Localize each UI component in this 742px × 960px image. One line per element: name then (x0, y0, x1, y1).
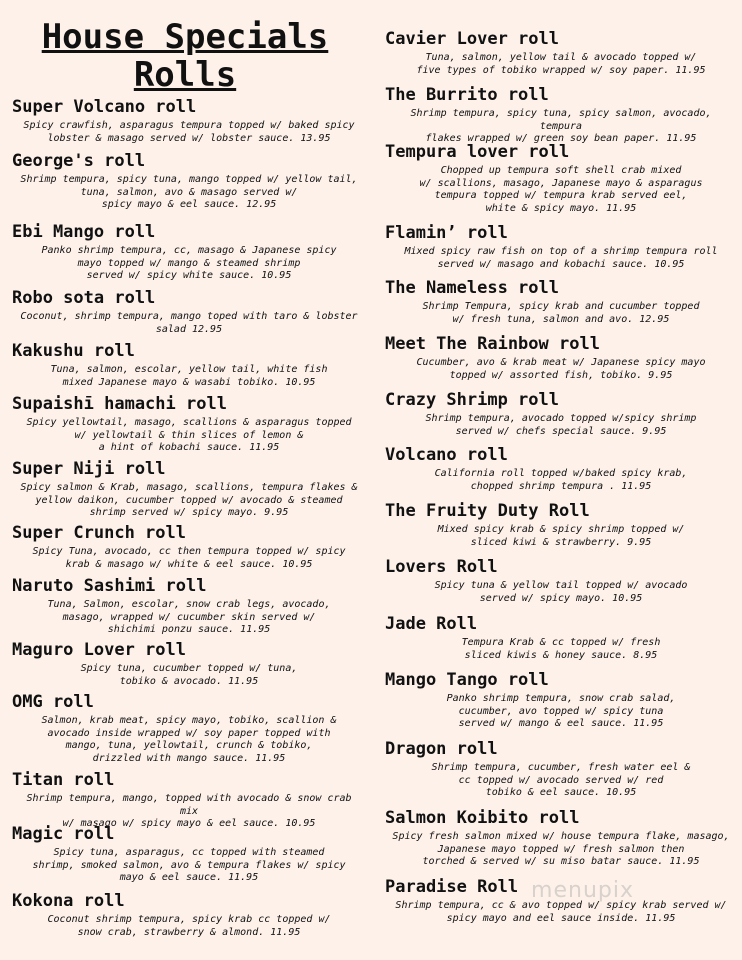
item-name: Mango Tango roll (385, 670, 549, 690)
item-description: Shrimp Tempura, spicy krab and cucumber topped w/ fresh tuna, salmon and avo. 12.95 (422, 301, 700, 325)
item-description: Spicy tuna, asparagus, cc topped with steamed shrimp, smoked salmon, avo & tempura flakes w/ spicy mayo & eel sauce. 11.95 (32, 847, 346, 883)
menu-item (372, 85, 742, 146)
menu-item (0, 824, 370, 885)
menu-item (0, 151, 370, 212)
item-description: Shrimp tempura, avocado topped w/spicy shrimp served w/ chefs special sauce. 9.95 (425, 413, 697, 437)
item-description: Spicy yellowtail, masago, scallions & asparagus topped w/ yellowtail & thin slices of lemon & a hint of kobachi sauce. 11.95 (26, 417, 352, 453)
item-description: Spicy salmon & Krab, masago, scallions, tempura flakes & yellow daikon, cucumber topped w/ avocado & steamed shrimp served w/ spicy mayo. 9.95 (20, 482, 358, 518)
menu-item (0, 97, 370, 145)
item-description: Panko shrimp tempura, cc, masago & Japanese spicy mayo topped w/ mango & steamed shrimp served w/ spicy white sauce. 10.95 (41, 245, 337, 281)
item-description: Mixed spicy raw fish on top of a shrimp tempura roll served w/ masago and kobachi sauce. 10.95 (404, 246, 718, 270)
menu-item (0, 341, 370, 389)
menu-item (0, 523, 370, 571)
item-name: OMG roll (12, 692, 94, 712)
item-description: Coconut, shrimp tempura, mango toped with taro & lobster salad 12.95 (20, 311, 358, 335)
menu-item (0, 576, 370, 637)
menu-item (372, 808, 742, 869)
menu-item (372, 223, 742, 271)
menu-item (372, 278, 742, 326)
item-name: Salmon Koibito roll (385, 808, 580, 828)
menu-item (372, 390, 742, 438)
menu-item (0, 770, 370, 831)
menu-item (372, 142, 742, 215)
item-description: Spicy Tuna, avocado, cc then tempura topped w/ spicy krab & masago w/ white & eel sauce. 10.95 (32, 546, 346, 570)
item-description: Coconut shrimp tempura, spicy krab cc topped w/ snow crab, strawberry & almond. 11.95 (47, 914, 331, 938)
menu-item (0, 394, 370, 455)
item-name: Super Volcano roll (12, 97, 197, 117)
menu-item (372, 445, 742, 493)
menu-item (372, 29, 742, 77)
item-name: Kakushu roll (12, 341, 135, 361)
item-name: The Fruity Duty Roll (385, 501, 590, 521)
item-name: Magic roll (12, 824, 115, 844)
item-name: Jade Roll (385, 614, 478, 634)
item-description: Salmon, krab meat, spicy mayo, tobiko, scallion & avocado inside wrapped w/ soy paper topped with mango, tuna, yellowtail, crunch & tobiko, drizzled with mango sauce. 11.95 (41, 715, 337, 764)
item-name: Supaishī hamachi roll (12, 394, 227, 414)
menu-item (372, 334, 742, 382)
item-name: Super Crunch roll (12, 523, 186, 543)
item-description: Spicy tuna & yellow tail topped w/ avocado served w/ spicy mayo. 10.95 (434, 580, 688, 604)
item-description: Spicy crawfish, asparagus tempura topped w/ baked spicy lobster & masago served w/ lobster sauce. 13.95 (23, 120, 355, 144)
menu-title (0, 18, 370, 94)
item-description: Panko shrimp tempura, snow crab salad, cucumber, avo topped w/ spicy tuna served w/ mango & eel sauce. 11.95 (446, 693, 676, 729)
item-description: Spicy tuna, cucumber topped w/ tuna, tobiko & avocado. 11.95 (80, 663, 298, 687)
item-name: Robo sota roll (12, 288, 156, 308)
item-name: Dragon roll (385, 739, 498, 759)
item-description: Shrimp tempura, mango, topped with avocado & snow crab mix w/ masago w/ spicy mayo & eel sauce. 10.95 (26, 793, 352, 829)
menu-item (0, 459, 370, 520)
item-description: California roll topped w/baked spicy krab, chopped shrimp tempura . 11.95 (434, 468, 688, 492)
menu-item (0, 692, 370, 765)
item-name: Super Niji roll (12, 459, 166, 479)
item-description: Shrimp tempura, spicy tuna, spicy salmon, avocado, tempura flakes wrapped w/ green soy bean paper. 11.95 (410, 108, 712, 144)
item-description: Shrimp tempura, cc & avo topped w/ spicy krab served w/ spicy mayo and eel sauce inside. 11.95 (395, 900, 727, 924)
item-description: Spicy fresh salmon mixed w/ house tempura flake, masago, Japanese mayo topped w/ fresh salmon then torched & served w/ su miso batar sauce. 11.95 (392, 831, 730, 867)
item-name: Paradise Roll (385, 877, 519, 897)
item-description: Chopped up tempura soft shell crab mixed w/ scallions, masago, Japanese mayo & asparagus tempura topped w/ tempura krab served eel, white & spicy mayo. 11.95 (419, 165, 703, 214)
left-column (0, 0, 370, 938)
title-line-1: House Specials (41, 17, 329, 57)
item-name: Meet The Rainbow roll (385, 334, 600, 354)
item-name: Volcano roll (385, 445, 508, 465)
item-name: Naruto Sashimi roll (12, 576, 207, 596)
menu-item (0, 222, 370, 283)
item-name: The Burrito roll (385, 85, 549, 105)
title-line-2: Rolls (133, 55, 237, 95)
item-description: Cucumber, avo & krab meat w/ Japanese spicy mayo topped w/ assorted fish, tobiko. 9.95 (416, 357, 706, 381)
menu-item (372, 614, 742, 662)
item-name: The Nameless roll (385, 278, 559, 298)
item-name: Cavier Lover roll (385, 29, 559, 49)
menu-item (372, 670, 742, 731)
menu-item (0, 891, 370, 939)
watermark: menupix (531, 878, 634, 903)
item-name: Maguro Lover roll (12, 640, 186, 660)
item-name: Kokona roll (12, 891, 125, 911)
item-description: Shrimp tempura, cucumber, fresh water eel & cc topped w/ avocado served w/ red tobiko & eel sauce. 10.95 (431, 762, 691, 798)
item-description: Tuna, salmon, yellow tail & avocado topped w/ five types of tobiko wrapped w/ soy paper. 11.95 (416, 52, 706, 76)
item-name: Flamin’ roll (385, 223, 508, 243)
item-name: Titan roll (12, 770, 115, 790)
menu-item (372, 501, 742, 549)
item-name: Ebi Mango roll (12, 222, 156, 242)
menu-item (372, 739, 742, 800)
menu-item (0, 288, 370, 336)
item-description: Shrimp tempura, spicy tuna, mango topped w/ yellow tail, tuna, salmon, avo & masago served w/ spicy mayo & eel sauce. 12.95 (20, 174, 358, 210)
item-name: Tempura lover roll (385, 142, 570, 162)
item-description: Tuna, salmon, escolar, yellow tail, white fish mixed Japanese mayo & wasabi tobiko. 10.95 (50, 364, 328, 388)
item-name: Crazy Shrimp roll (385, 390, 559, 410)
menu-item (372, 557, 742, 605)
item-description: Tempura Krab & cc topped w/ fresh sliced kiwis & honey sauce. 8.95 (461, 637, 661, 661)
item-name: Lovers Roll (385, 557, 498, 577)
item-name: George's roll (12, 151, 146, 171)
menu-item (0, 640, 370, 688)
item-description: Mixed spicy krab & spicy shrimp topped w/ sliced kiwi & strawberry. 9.95 (437, 524, 685, 548)
item-description: Tuna, Salmon, escolar, snow crab legs, avocado, masago, wrapped w/ cucumber skin served w/ shichimi ponzu sauce. 11.95 (47, 599, 331, 635)
